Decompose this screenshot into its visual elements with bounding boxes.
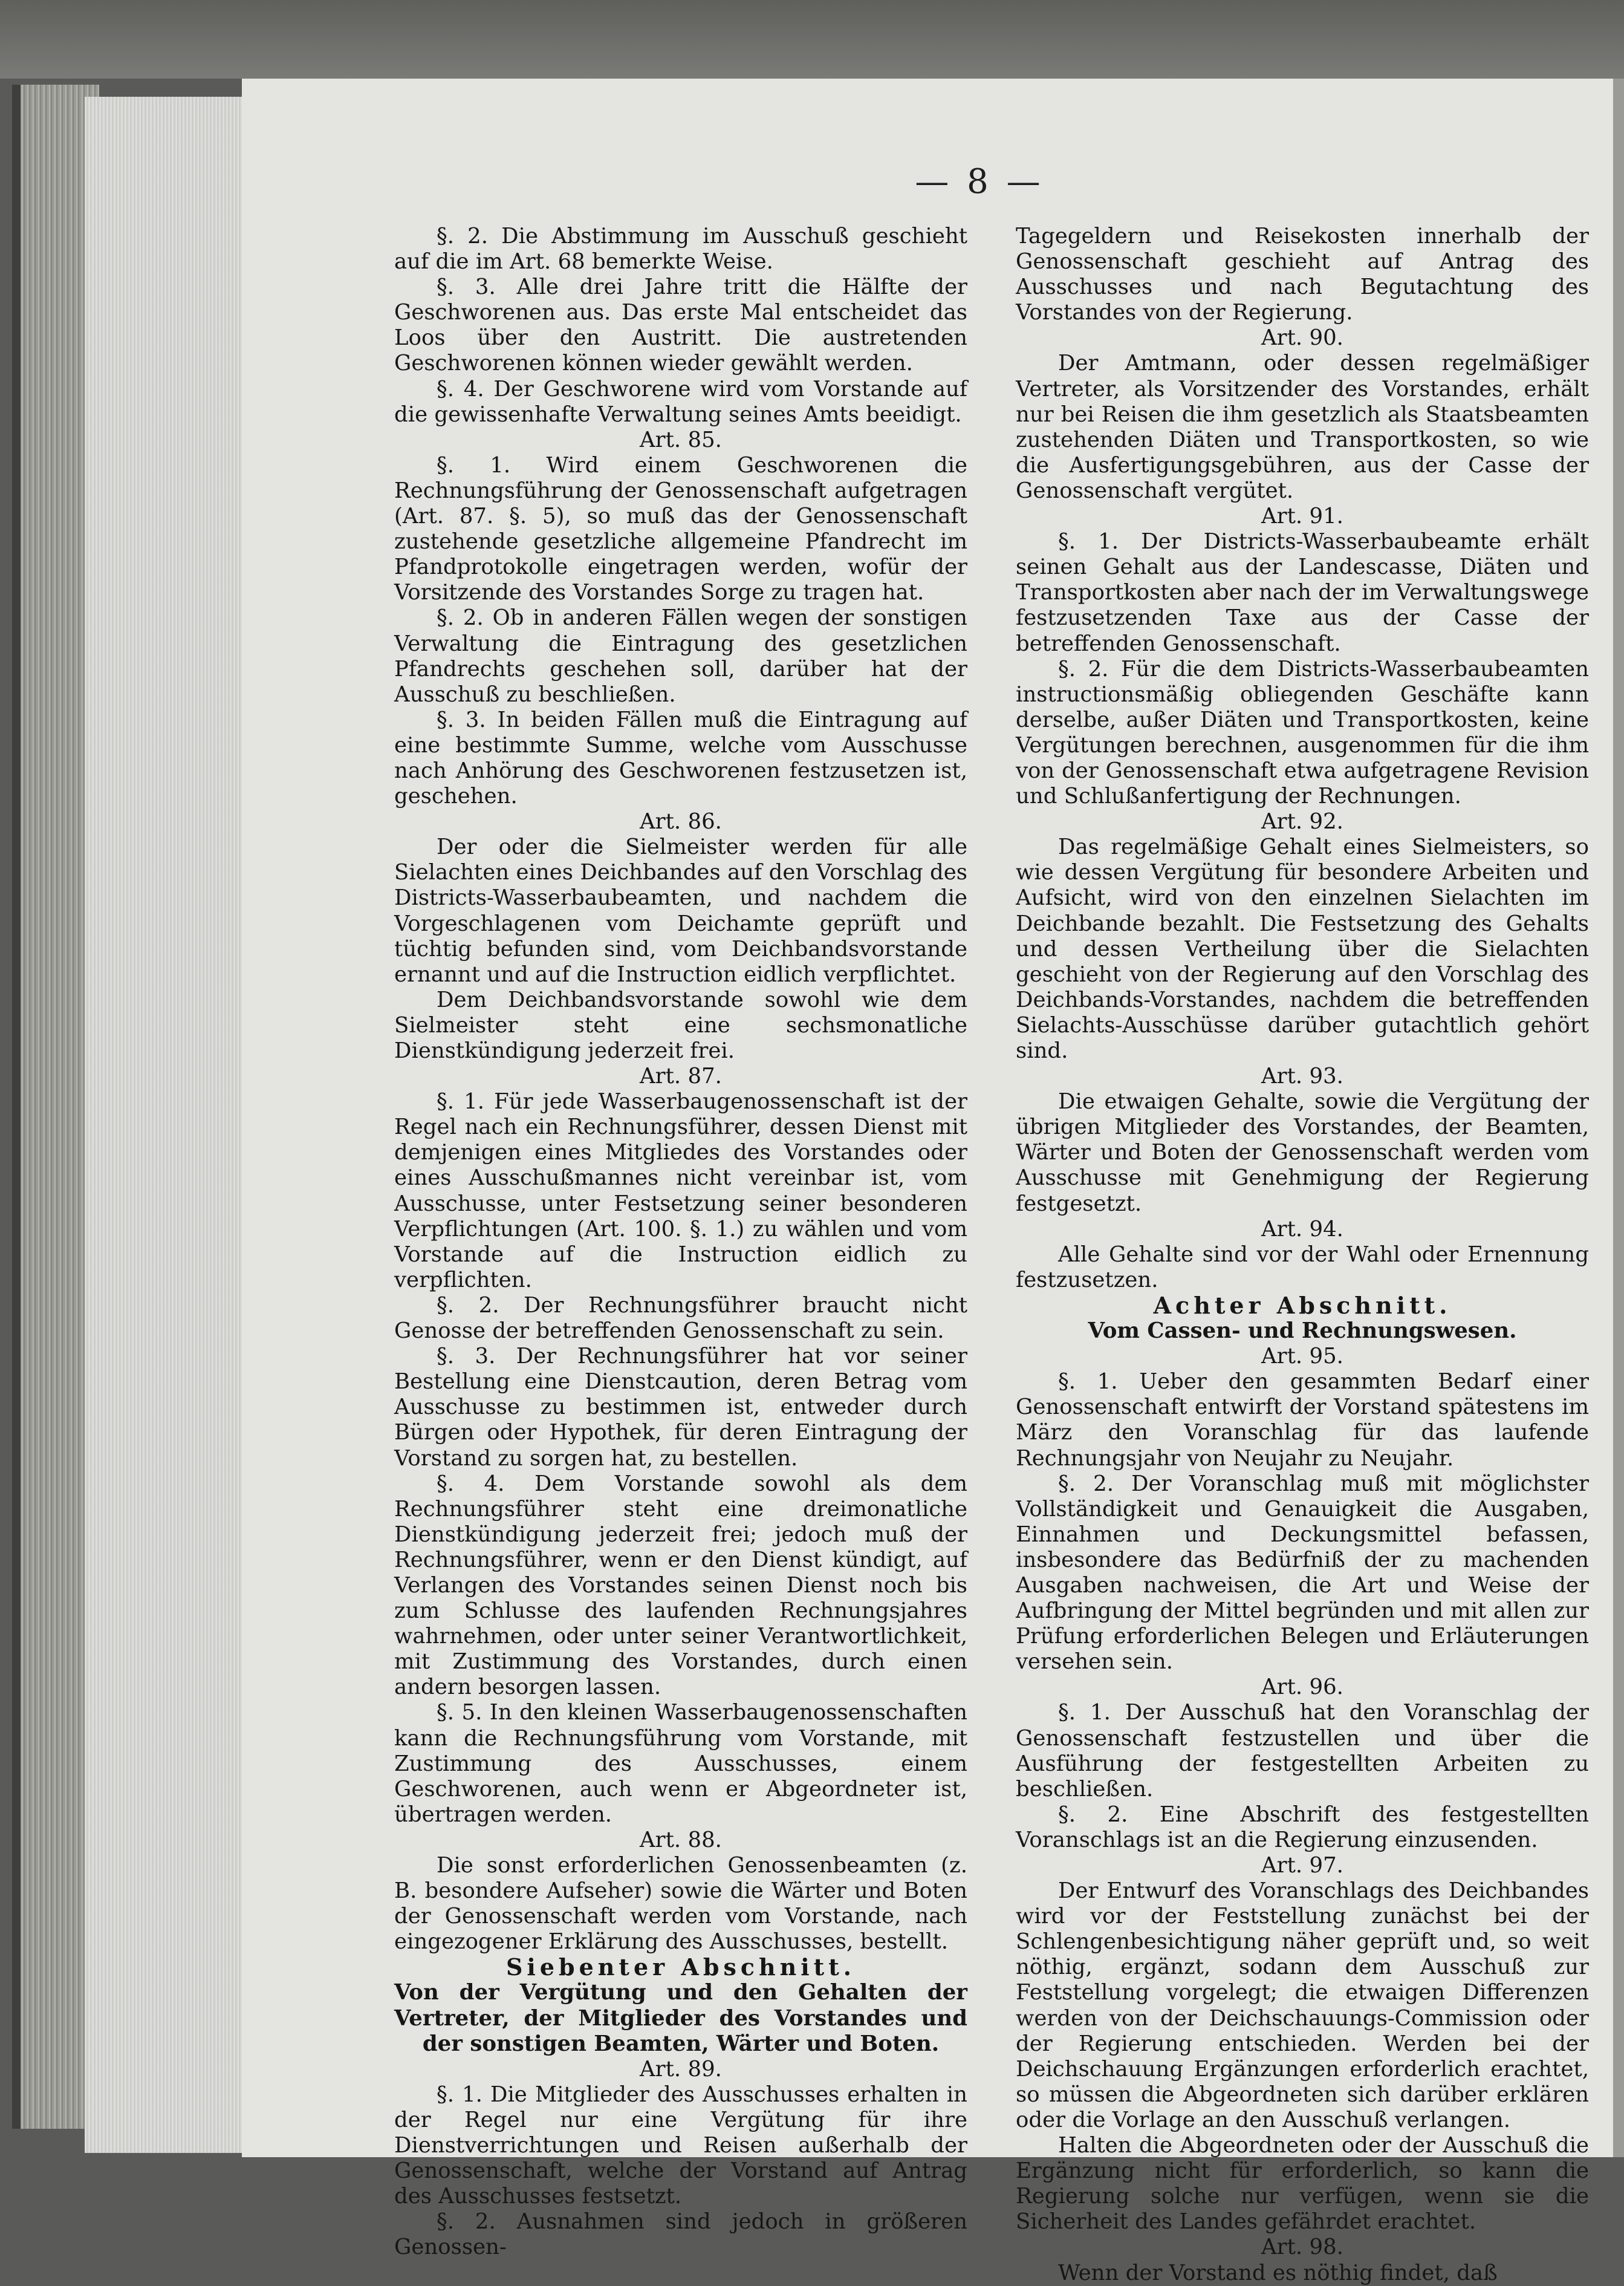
paragraph: Der Entwurf des Voranschlags des Deichbandes wird vor der Feststellung zunächst bei der Schlengenbesichtigung näher geprüft und, so weit nöthig, ergänzt, sodann dem Ausschuß zur Feststellung vorgelegt; die etwaigen Differenzen werden von der Deichschauungs-Commission oder der Regierung entschieden. Werden bei der Deichschauung Ergänzungen erforderlich erachtet, so müssen die Abgeordneten sich darüber erklären oder die Vorlage an den Ausschuß verlangen. [1016,1878,1589,2132]
right-text-column [1016,224,1589,2285]
paragraph: §. 3. Der Rechnungsführer hat vor seiner Bestellung eine Dienstcaution, deren Betrag vom Ausschusse zu bestimmen ist, entweder durch Bürgen oder Hypothek, für deren Eintragung der Vorstand zu sorgen hat, zu bestellen. [394,1344,967,1471]
paragraph: §. 2. Eine Abschrift des festgestellten Voranschlags ist an die Regierung einzusenden. [1016,1802,1589,1852]
article-heading: Art. 98. [1261,2235,1343,2260]
article-heading: Art. 91. [1261,504,1343,529]
paragraph: Die sonst erforderlichen Genossenbeamten (z. B. besondere Aufseher) sowie die Wärter und Boten der Genossenschaft werden vom Vorstande, nach eingezogener Erklärung des Ausschusses, bestellt. [394,1853,967,1955]
section-subtitle: Vom Cassen- und Rechnungswesen. [1088,1318,1517,1344]
section-title: Siebenter Abschnitt. [505,1953,856,1981]
paragraph: §. 1. Der Districts-Wasserbaubeamte erhält seinen Gehalt aus der Landescasse, Diäten und Transportkosten aber nach der im Verwaltungswege festzusetzenden Taxe aus der Casse der betreffenden Genossenschaft. [1016,529,1589,656]
article-heading: Art. 93. [1261,1064,1343,1089]
paragraph: §. 2. Die Abstimmung im Ausschuß geschieht auf die im Art. 68 bemerkte Weise. [394,224,967,275]
paragraph: §. 4. Der Geschworene wird vom Vorstande auf die gewissenhafte Verwaltung seines Amts beeidigt. [394,376,967,427]
article-heading: Art. 90. [1261,325,1343,351]
paragraph: §. 1. Für jede Wasserbaugenossenschaft ist der Regel nach ein Rechnungsführer, dessen Dienst mit demjenigen eines Mitgliedes des Vorstandes oder eines Ausschußmannes nicht vereinbar ist, vom Ausschusse, unter Festsetzung seiner besonderen Verpflichtungen (Art. 100. §. 1.) zu wählen und vom Vorstande auf die Instruction eidlich zu verpflichten. [394,1089,967,1292]
paragraph: §. 2. Für die dem Districts-Wasserbaubeamten instructionsmäßig obliegenden Geschäfte kann derselbe, außer Diäten und Transportkosten, keine Vergütungen berechnen, ausgenommen für die ihm von der Genossenschaft etwa aufgetragene Revision und Schlußanfertigung der Rechnungen. [1016,656,1589,809]
article-heading: Art. 88. [640,1827,722,1852]
article-heading: Art. 89. [640,2056,722,2082]
article-heading: Art. 92. [1261,809,1343,835]
article-heading: Art. 94. [1261,1216,1343,1242]
page-number: — 8 — [915,162,1044,201]
paragraph: §. 5. In den kleinen Wasserbaugenossenschaften kann die Rechnungsführung vom Vorstande, mit Zustimmung des Ausschusses, einem Geschworenen, auch wenn er Abgeordneter ist, übertragen werden. [394,1700,967,1827]
paragraph: Der Amtmann, oder dessen regelmäßiger Vertreter, als Vorsitzender des Vorstandes, erhält nur bei Reisen die ihm gesetzlich als Staatsbeamten zustehenden Diäten und Transportkosten, so wie die Ausfertigungsgebühren, aus der Casse der Genossenschaft vergütet. [1016,351,1589,503]
article-heading: Art. 97. [1261,1853,1343,1878]
left-text-column [394,224,967,2260]
article-heading: Art. 85. [640,427,722,452]
paragraph: §. 1. Ueber den gesammten Bedarf einer Genossenschaft entwirft der Vorstand spätestens im März den Voranschlag für das laufende Rechnungsjahr von Neujahr zu Neujahr. [1016,1369,1589,1471]
paragraph: §. 3. In beiden Fällen muß die Eintragung auf eine bestimmte Summe, welche vom Ausschusse nach Anhörung des Geschworenen festzusetzen ist, geschehen. [394,707,967,809]
paragraph: Der oder die Sielmeister werden für alle Sielachten eines Deichbandes auf den Vorschlag des Districts-Wasserbaubeamten, und nachdem die Vorgeschlagenen vom Deichamte geprüft und tüchtig befunden sind, vom Deichbandsvorstande ernannt und auf die Instruction eidlich verpflichtet. [394,835,967,987]
page-stack-edge [85,97,266,2153]
paragraph: Wenn der Vorstand es nöthig findet, daß [1058,2260,1498,2285]
article-heading: Art. 95. [1261,1344,1343,1369]
paragraph: Das regelmäßige Gehalt eines Sielmeisters, so wie dessen Vergütung für besondere Arbeiten und Aufsicht, wird von den einzelnen Sielachten im Deichbande bezahlt. Die Festsetzung des Gehalts und dessen Vertheilung über die Sielachten geschieht von der Regierung auf den Vorschlag des Deichbands-Vorstandes, nachdem die betreffenden Sielachts-Ausschüsse darüber gutachtlich gehört sind. [1016,835,1589,1063]
page-right-edge [1613,79,1624,2157]
paragraph: Alle Gehalte sind vor der Wahl oder Ernennung festzusetzen. [1016,1242,1589,1292]
paragraph: §. 2. Der Voranschlag muß mit möglichster Vollständigkeit und Genauigkeit die Ausgaben, Einnahmen und Deckungsmittel befassen, insbesondere das Bedürfniß der zu machenden Ausgaben nachweisen, die Art und Weise der Aufbringung der Mittel begründen und mit allen zur Prüfung erforderlichen Belegen und Erläuterungen versehen sein. [1016,1471,1589,1675]
paragraph: §. 2. Der Rechnungsführer braucht nicht Genosse der betreffenden Genossenschaft zu sein. [394,1292,967,1344]
article-heading: Art. 96. [1261,1675,1343,1700]
paragraph: Halten die Abgeordneten oder der Ausschuß die Ergänzung nicht für erforderlich, so kann die Regierung solche nur verfügen, wenn sie die Sicherheit des Landes gefährdet erachtet. [1016,2133,1589,2235]
paragraph: §. 1. Der Ausschuß hat den Voranschlag der Genossenschaft festzustellen und über die Ausführung der festgestellten Arbeiten zu beschließen. [1016,1700,1589,1802]
section-title: Achter Abschnitt. [1153,1291,1452,1319]
paragraph: §. 4. Dem Vorstande sowohl als dem Rechnungsführer steht eine dreimonatliche Dienstkündigung jederzeit frei; jedoch muß der Rechnungsführer, wenn er den Dienst kündigt, auf Verlangen des Vorstandes seinen Dienst noch bis zum Schlusse des laufenden Rechnungsjahres wahrnehmen, oder unter seiner Verantwortlichkeit, mit Zustimmung des Vorstandes, durch einen andern besorgen lassen. [394,1471,967,1700]
article-heading: Art. 86. [640,809,722,835]
paragraph: §. 1. Wird einem Geschworenen die Rechnungsführung der Genossenschaft aufgetragen (Art. 87. §. 5), so muß das der Genossenschaft zustehende gesetzliche allgemeine Pfandrecht im Pfandprotokolle eingetragen werden, wofür der Vorsitzende des Vorstandes Sorge zu tragen hat. [394,452,967,605]
paragraph: §. 2. Ausnahmen sind jedoch in größeren Genossen- [394,2209,967,2260]
paragraph: Dem Deichbandsvorstande sowohl wie dem Sielmeister steht eine sechsmonatliche Dienstkündigung jederzeit frei. [394,987,967,1063]
paragraph-continuation: Tagegeldern und Reisekosten innerhalb der Genossenschaft geschieht auf Antrag des Ausschusses und nach Begutachtung des Vorstandes von der Regierung. [1016,224,1589,325]
paragraph: §. 2. Ob in anderen Fällen wegen der sonstigen Verwaltung die Eintragung des gesetzlichen Pfandrechts geschehen soll, darüber hat der Ausschuß zu beschließen. [394,605,967,707]
section-subtitle: Von der Vergütung und den Gehalten der Vertreter, der Mitglieder des Vorstandes und der sonstigen Beamten, Wärter und Boten. [394,1980,967,2056]
article-heading: Art. 87. [640,1064,722,1089]
scan-background-top [0,0,1624,79]
paragraph: §. 3. Alle drei Jahre tritt die Hälfte der Geschworenen aus. Das erste Mal entscheidet das Loos über den Austritt. Die austretenden Geschworenen können wieder gewählt werden. [394,275,967,376]
paragraph: Die etwaigen Gehalte, sowie die Vergütung der übrigen Mitglieder des Vorstandes, der Beamten, Wärter und Boten der Genossenschaft werden vom Ausschusse mit Genehmigung der Regierung festgesetzt. [1016,1089,1589,1216]
paragraph: §. 1. Die Mitglieder des Ausschusses erhalten in der Regel nur eine Vergütung für ihre Dienstverrichtungen und Reisen außerhalb der Genossenschaft, welche der Vorstand auf Antrag des Ausschusses festsetzt. [394,2082,967,2209]
